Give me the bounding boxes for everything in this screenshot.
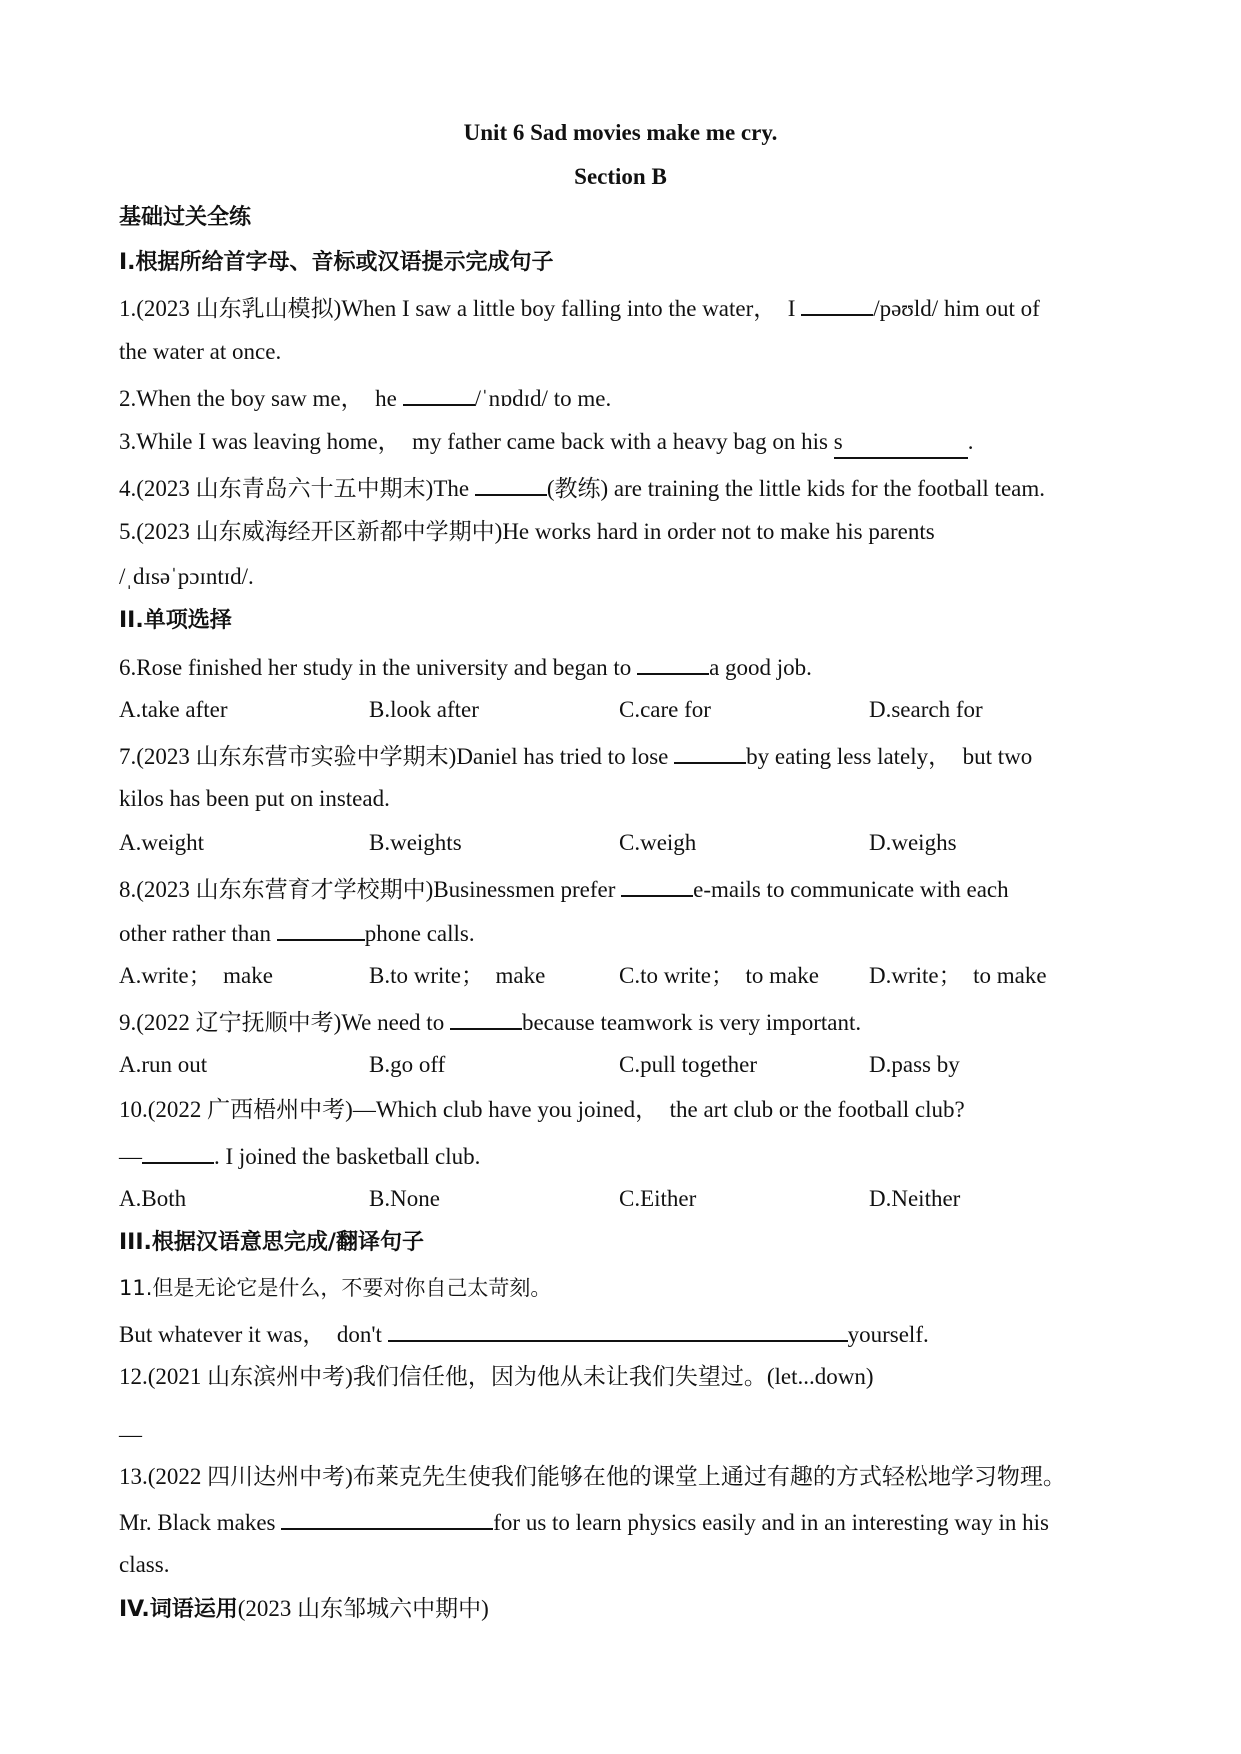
- question-text: —: [119, 1144, 142, 1169]
- answer-blank[interactable]: [388, 1318, 848, 1342]
- answer-blank[interactable]: [281, 1506, 493, 1530]
- answer-blank[interactable]: [142, 1140, 214, 1164]
- question-text: /ˈnɒdɪd/ to me.: [474, 386, 612, 411]
- section-title: Section B: [574, 164, 667, 189]
- question-12: 12.(2021 山东滨州中考)我们信任他，因为他从未让我们失望过。(let...down): [119, 1364, 874, 1389]
- question-10-line-2: [119, 1140, 480, 1172]
- option-a[interactable]: A.weight: [119, 830, 204, 855]
- option-d[interactable]: D.write； to make: [869, 963, 1047, 988]
- section-heading: 基础过关全练: [119, 205, 252, 230]
- question-text: 1.(2023 山东乳山模拟)When I saw a little boy falling into the water， I: [119, 296, 802, 321]
- question-text: 3.While I was leaving home， my father came back with a heavy bag on his: [119, 429, 834, 454]
- option-b[interactable]: B.look after: [369, 697, 479, 722]
- question-text: 4.(2023 山东青岛六十五中期末)The: [119, 476, 475, 501]
- question-7-line-2: kilos has been put on instead.: [119, 786, 390, 811]
- question-text: by eating less lately， but two: [746, 744, 1033, 769]
- answer-blank[interactable]: [834, 427, 968, 459]
- option-c[interactable]: C.pull together: [619, 1052, 757, 1077]
- part4-title: IV.词语运用: [119, 1597, 238, 1622]
- option-a[interactable]: A.Both: [119, 1186, 187, 1211]
- question-text: .: [967, 429, 974, 454]
- question-text: 6.Rose finished her study in the university and began to: [119, 655, 638, 680]
- part4-heading: [119, 1594, 489, 1625]
- question-5-line-2: /ˌdɪsəˈpɔɪntɪd/.: [119, 564, 254, 589]
- question-10-line-1: 10.(2022 广西梧州中考)—Which club have you joined， the art club or the football club?: [119, 1097, 965, 1122]
- question-7-line-1: [119, 740, 1032, 772]
- question-2: [119, 382, 611, 414]
- question-text: e-mails to communicate with each: [693, 877, 1009, 902]
- question-12-answer-line[interactable]: —: [119, 1422, 142, 1447]
- option-a[interactable]: A.take after: [119, 697, 228, 722]
- question-text: Mr. Black makes: [119, 1510, 282, 1535]
- answer-blank[interactable]: [450, 1006, 522, 1030]
- option-d[interactable]: D.Neither: [869, 1186, 961, 1211]
- question-text: . I joined the basketball club.: [214, 1144, 481, 1169]
- option-c[interactable]: C.care for: [619, 697, 711, 722]
- question-text: other rather than: [119, 921, 277, 946]
- question-3: [119, 427, 973, 459]
- question-11-english: [119, 1318, 929, 1350]
- option-b[interactable]: B.go off: [369, 1052, 446, 1077]
- question-text: 9.(2022 辽宁抚顺中考)We need to: [119, 1010, 450, 1035]
- question-text: 2.When the boy saw me， he: [119, 386, 403, 411]
- question-text: /pəʊld/ him out of: [873, 296, 1040, 321]
- answer-blank[interactable]: [475, 472, 547, 496]
- option-a[interactable]: A.run out: [119, 1052, 208, 1077]
- answer-blank[interactable]: [403, 382, 475, 406]
- question-text: (教练) are training the little kids for the football team.: [546, 476, 1046, 501]
- question-text: phone calls.: [364, 921, 475, 946]
- question-1-line-1: [119, 292, 1040, 324]
- question-13-line-2: class.: [119, 1552, 170, 1577]
- answer-blank[interactable]: [674, 740, 746, 764]
- question-8-line-2: [119, 917, 475, 949]
- part2-heading: II.单项选择: [119, 608, 232, 633]
- option-d[interactable]: D.search for: [869, 697, 983, 722]
- part1-heading: I.根据所给首字母、音标或汉语提示完成句子: [119, 250, 554, 275]
- option-d[interactable]: D.weighs: [869, 830, 957, 855]
- option-c[interactable]: C.to write； to make: [619, 963, 819, 988]
- option-c[interactable]: C.weigh: [619, 830, 697, 855]
- part3-heading: III.根据汉语意思完成/翻译句子: [119, 1230, 424, 1255]
- option-a[interactable]: A.write； make: [119, 963, 273, 988]
- question-13-chinese: 13.(2022 四川达州中考)布莱克先生使我们能够在他的课堂上通过有趣的方式轻松地学习物理。: [119, 1464, 1066, 1489]
- answer-blank[interactable]: [277, 917, 365, 941]
- option-b[interactable]: B.to write； make: [369, 963, 546, 988]
- question-text: 8.(2023 山东东营育才学校期中)Businessmen prefer: [119, 877, 622, 902]
- question-text: 7.(2023 山东东营市实验中学期末)Daniel has tried to lose: [119, 744, 675, 769]
- question-5-line-1: 5.(2023 山东威海经开区新都中学期中)He works hard in order not to make his parents: [119, 519, 935, 544]
- part4-source: (2023 山东邹城六中期中): [237, 1596, 489, 1621]
- option-b[interactable]: B.weights: [369, 830, 462, 855]
- question-text: But whatever it was， don't: [119, 1322, 388, 1347]
- question-13-line-1: [119, 1506, 1049, 1538]
- answer-blank[interactable]: [801, 292, 873, 316]
- question-text: because teamwork is very important.: [521, 1010, 862, 1035]
- answer-blank[interactable]: [637, 651, 709, 675]
- question-11-chinese: 11.但是无论它是什么，不要对你自己太苛刻。: [119, 1276, 552, 1300]
- option-d[interactable]: D.pass by: [869, 1052, 960, 1077]
- answer-blank[interactable]: [621, 873, 693, 897]
- question-9: [119, 1006, 861, 1038]
- page-title: Unit 6 Sad movies make me cry.: [463, 120, 778, 145]
- question-8-line-1: [119, 873, 1009, 905]
- question-text: yourself.: [847, 1322, 929, 1347]
- question-4: [119, 472, 1045, 504]
- question-text: for us to learn physics easily and in an interesting way in his: [493, 1510, 1049, 1535]
- question-1-line-2: the water at once.: [119, 339, 282, 364]
- option-c[interactable]: C.Either: [619, 1186, 697, 1211]
- question-text: a good job.: [709, 655, 812, 680]
- initial-letter: s: [833, 429, 843, 454]
- option-b[interactable]: B.None: [369, 1186, 440, 1211]
- question-6: [119, 651, 812, 683]
